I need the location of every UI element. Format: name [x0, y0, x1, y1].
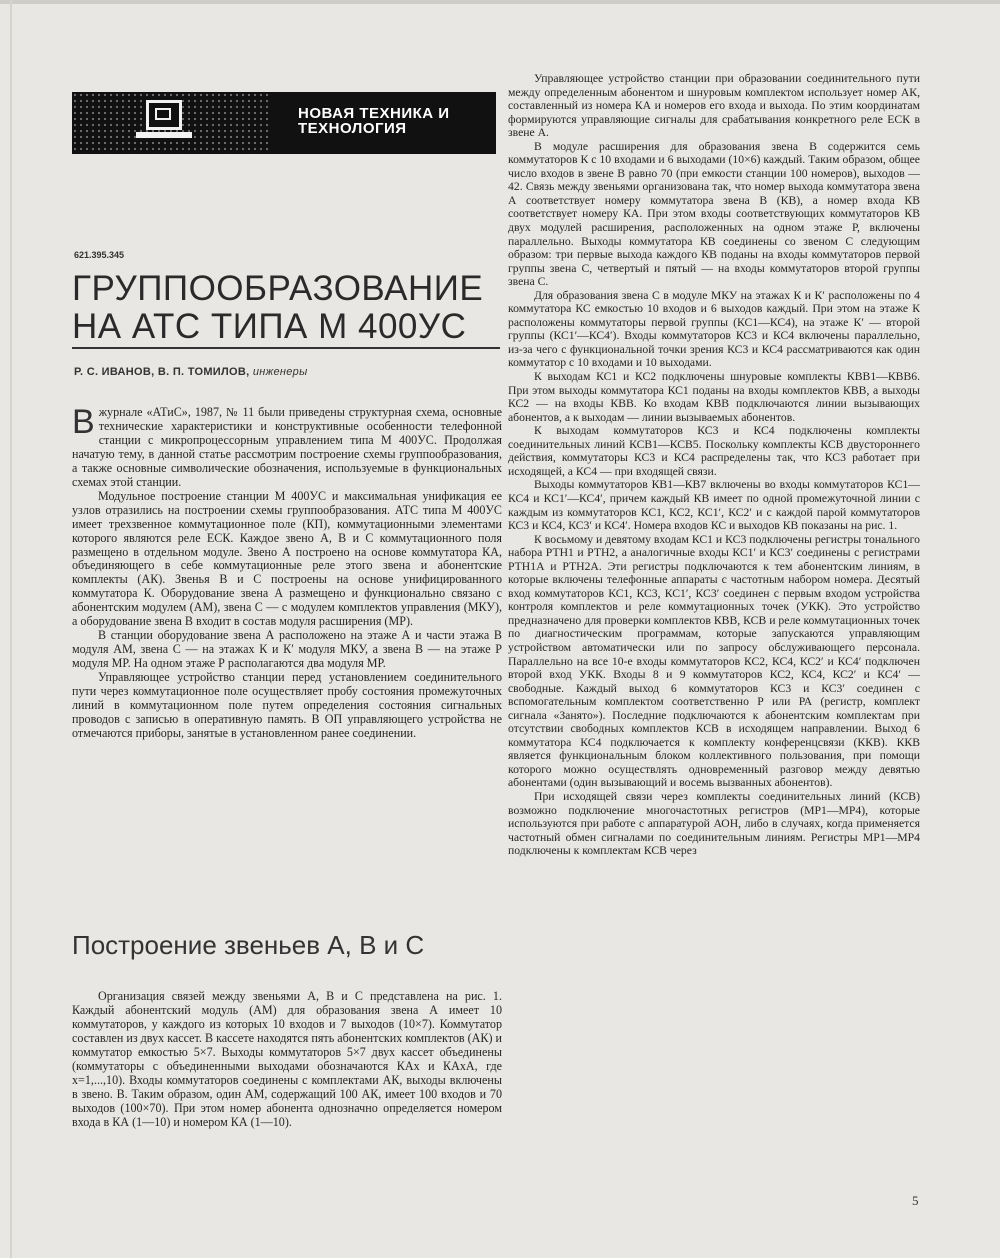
- paragraph: Модульное построение станции М 400УС и максимальная унификация ее узлов отразились на построении схемы группообразования. АТС типа М 400УС имеет трехзвенное коммутационное поле (КП), коммутационными элементами которого являются реле ЕСК. Каждое звено А, В и С коммутационного поля размещено в отдельном модуле. Звено А построено на основе коммутатора КА, объединяющего в себе коммутационные реле этого звена и абонентские комплекты (АК). Звенья В и С построены на основе унифицированного коммутатора К. Оборудование звена А размещено и функционально связано с абонентским модулем (АМ), звена С — с модулем комплектов управления (МКУ), а оборудование звена В входит в состав модуля расширения (МР).: [72, 488, 502, 629]
- computer-monitor-icon: [146, 100, 182, 130]
- authors-role: инженеры: [252, 366, 308, 378]
- article-title: [72, 270, 502, 346]
- paragraph: Организация связей между звеньями А, В и С представлена на рис. 1. Каждый абонентский модуль (АМ) для образования звена А имеет 10 коммутаторов, у каждого из которых 10 входов и 7 выходов (10×7). Коммутатор составлен из двух кассет. В кассете находятся пять абонентских комплектов (АК) и коммутатор емкостью 5×7. Выходы коммутаторов 5×7 двух кассет объединены (коммутаторы с объединенными выходами обозначаются КАх и КАхА, где х=1,...,10). Входы коммутаторов соединены с комплектами АК, выходы включены в звено. В. Таким образом, один АМ, содержащий 100 АК, имеет 100 входов и 70 выходов (100×70). При этом номер абонента однозначно определяется номером входа в КА (1—10) и номером КА (1—10).: [72, 989, 502, 1129]
- title-line-2: НА АТС ТИПА М 400УС: [72, 307, 467, 346]
- authors: Р. С. ИВАНОВ, В. П. ТОМИЛОВ,: [74, 366, 250, 378]
- monitor-screen: [155, 108, 171, 120]
- section-heading: Построение звеньев А, В и С: [72, 930, 425, 960]
- paragraph: К восьмому и девятому входам КС1 и КС3 подключены регистры тонального набора РТН1 и РТН2, а аналогичные входы КС1′ и КС3′ соединены с регистрами РТН1А и РТН2А. Эти регистры подключаются к тем абонентским линиям, в которые включены телефонные аппараты с частотным набором номера. Десятый вход коммутаторов КС1, КС3, КС1′, КС3′ соединен с первым входом устройства контроля комплектов и реле коммутационных точек (УКК). Это устройство предназначено для проверки комплектов КВВ, КСВ и реле коммутационных точек по диагностическим программам, которые запускаются управляющим устройством автоматически или по запросу обслуживающего персонала. Параллельно на все 10-е входы коммутаторов КС2, КС4, КС2′ и КС4′ подключен второй вход УКК. Входы 8 и 9 коммутаторов КС2, КС4, КС2′ и КС4′ — свободные. Каждый выход 6 коммутаторов КС3 и КС3′ соединен с вспомогательным комплектом соответственно Р или РА (регистр, комплект сигнала «Занято»). Последние подключаются к абонентским комплектам при отсутствии свободных комплектов КСВ в исходящем направлении. Выход 6 коммутатора КС4 подключается к комплекту конференцсвязи (ККВ). ККВ является функциональным блоком коллективного пользования, при помощи которого можно осуществлять одновременный разговор между девятью абонентами (один вызывающий и восемь вызванных абонентов).: [508, 532, 920, 790]
- paragraph-text: журнале «АТиС», 1987, № 11 были приведены структурная схема, основные технические характеристики и конструктивные особенности телефонной станции с микропроцессорным управлением типа М 400УС. Продолжая начатую тему, в данной статье рассмотрим построение схемы группообразования, а также основные символические обозначения, используемые в функциональных схемах этой станции.: [72, 405, 502, 489]
- keyboard-icon: [136, 132, 192, 138]
- scan-edge: [10, 0, 12, 1258]
- page-number: 5: [912, 1193, 919, 1208]
- title-rule: [72, 347, 500, 349]
- paragraph: [72, 403, 502, 490]
- left-column-upper: [72, 403, 502, 741]
- paragraph: В станции оборудование звена А расположено на этаже А и части этажа В модуля АМ, звена С — на этажах К и К′ модуля МКУ, а звена В — на этаже Р модуля МР. На одном этаже Р располагаются два модуля МР.: [72, 628, 502, 671]
- section-title: НОВАЯ ТЕХНИКА И ТЕХНОЛОГИЯ: [298, 105, 450, 137]
- right-column: [508, 72, 920, 858]
- paragraph: К выходам коммутаторов КС3 и КС4 подключены комплекты соединительных линий КСВ1—КСВ5. Поскольку комплекты КСВ двустороннего действия, коммутаторы КС3 и КС4 распределены так, что КС3 работает при исходящей, а КС4 — при входящей связи.: [508, 424, 920, 478]
- authors-line: [74, 366, 307, 378]
- paragraph: Управляющее устройство станции перед установлением соединительного пути через коммутационное поле осуществляет пробу состояния промежуточных линий в коммутационном поле путем определения состояния сигнальных проводов с записью в оперативную память. В ОП управляющего устройства не отмечаются приборы, занятые в установленном ранее соединении.: [72, 670, 502, 740]
- left-column-lower: [72, 990, 502, 1130]
- paragraph: Управляющее устройство станции при образовании соединительного пути между определенным абонентом и шнуровым комплектом использует номер АК, составленный из номера КА и номеров его входа и выхода. По этим координатам формируются управляющие сигналы для срабатывания конкретного реле ЕСК в звене А.: [508, 72, 920, 140]
- paragraph: К выходам КС1 и КС2 подключены шнуровые комплекты КВВ1—КВВ6. При этом выходы коммутатора КС1 поданы на входы комплектов КВВ, а выходы КС2 — на входы КВВ. Ко входам КВВ подключаются линии вызывающих абонентов, а к выходам — линии вызываемых абонентов.: [508, 370, 920, 424]
- section-banner: [72, 92, 496, 154]
- drop-cap: В: [72, 403, 95, 441]
- paragraph: Для образования звена С в модуле МКУ на этажах К и К′ расположены по 4 коммутатора КС емкостью 10 входов и 6 выходов каждый. При этом на этаже К расположены коммутаторы первой группы (КС1—КС4), на этаже К′ — второй группы (КС1′—КС4′). Входы коммутаторов КС3 и КС4 включены параллельно, из-за чего с функциональной точки зрения КС3 и КС4 рассматриваются как один коммутатор с 10 входами и 10 выходами.: [508, 288, 920, 370]
- udc-code: 621.395.345: [74, 250, 125, 260]
- paragraph: При исходящей связи через комплекты соединительных линий (КСВ) возможно подключение многочастотных регистров (МР1—МР4), которые используются при работе с аппаратурой АОН, либо в случаях, когда применяется частотный обмен сигналами по соединительным линиям. Регистры МР1—МР4 подключены к комплектам КСВ через: [508, 789, 920, 858]
- paragraph: Выходы коммутаторов КВ1—КВ7 включены во входы коммутаторов КС1—КС4 и КС1′—КС4′, причем каждый КВ имеет по одной промежуточной линии с каждым из коммутаторов КС1, КС2, КС1′, КС2′ и с каждой парой коммутаторов КС3 и КС4, КС3′ и КС4′. Номера входов КС и выходов КВ показаны на рис. 1.: [508, 478, 920, 533]
- title-line-1: ГРУППООБРАЗОВАНИЕ: [72, 269, 484, 308]
- scan-edge: [0, 0, 1000, 4]
- paragraph: В модуле расширения для образования звена В содержится семь коммутаторов К с 10 входами и 6 выходами (10×6) каждый. Таким образом, общее число входов в звене В равно 70 (при емкости станции 100 номеров), выходов — 42. Связь между звеньями организована так, что номер выхода коммутатора звена А соответствует номеру коммутатора звена В (КВ), а номер входа КВ соответствует номеру КА. При этом входы соответствующих коммутаторов КВ двух модулей расширения, расположенных на одном этаже Р, включены параллельно. Выходы коммутатора КВ соединены со звеном С следующим образом: три первые выхода каждого КВ поданы на входы коммутаторов первой группы звена С, четвертый и пятый — на входы коммутаторов второй группы звена С.: [508, 139, 920, 289]
